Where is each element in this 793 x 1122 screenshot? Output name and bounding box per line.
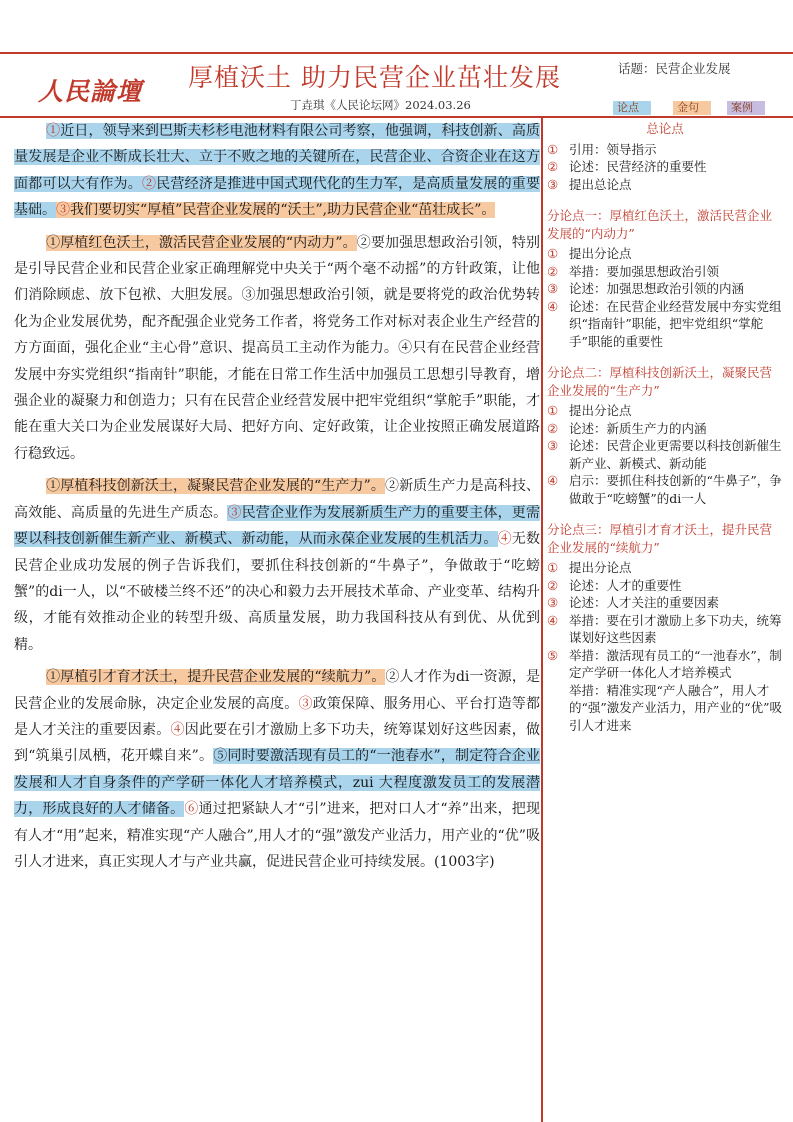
note-item-number: ④ [547,298,559,314]
note-item-number: ④ [547,612,559,628]
note-item-text: 举措：激活现有员工的“一池春水”，制定产学研一体化人才培养模式 [569,647,782,680]
note-item-number: ① [547,246,559,261]
note-item-text: 提出分论点 [569,403,632,418]
sub1-thesis: ①厚植红色沃土，激活民营企业发展的“内动力”。 [46,234,357,251]
column-divider [541,116,543,1122]
note-item [547,437,783,472]
notes-general-title: 总论点 [646,121,684,136]
paragraph-sub1 [14,230,540,468]
note-item-number: ③ [547,438,559,453]
note-item-number: ① [547,141,559,157]
paragraph-sub2 [14,473,540,658]
sentence-number: ④ [497,531,512,548]
note-item [547,280,783,298]
note-item-number: ② [547,420,559,436]
sub3-thesis: ①厚植引才育才沃土，提升民营企业发展的“续航力”。 [46,669,386,686]
note-item [547,402,783,420]
sub1-body: ②要加强思想政治引领，特别是引导民营企业和民营企业家正确理解党中央关于“两个毫不动摇”的方针政策，让他们消除顾虑、放下包袱、大胆发展。③加强思想政治引领，就是要将党的政治优势转化为企业发展优势，配齐配强企业党务工作者，将党务工作对标对表企业生产经营的方方面面，强化企业“主心骨”意识、提高员工主动作为能力。④只有在民营企业经营发展中夯实党组织“指南针”职能，才能在日常工作生活中加强员工思想引导教育，增强企业的凝聚力和创造力；只有在民营企业经营发展中把牢党组织“掌舵手”职能，才能在重大关口为企业发展谋好大局、把好方向、定好政策，让企业按照正确发展道路行稳致远。 [14,234,540,462]
note-item [547,612,783,647]
sub3-sentence-3: 政策保障、服务用心、平台打造等都是人才关注的重要因素。 [14,695,541,738]
sentence-number: ③ [227,504,242,521]
sub2-sentence-2: ②新质生产力是高科技、高效能、高质量的先进生产质态。 [14,478,540,521]
note-item-text: 引用：领导指示 [569,141,657,157]
note-item-number: ③ [547,281,559,296]
note-item-number: ⑤ [547,647,559,663]
note-item-text: 论述：新质生产力的内涵 [569,420,707,436]
sub2-sentence-4: 无数民营企业成功发展的例子告诉我们，要抓住科技创新的“牛鼻子”，争做敢于“吃螃蟹”的di一人，以“不破楼兰终不还”的决心和毅力去开展技术革命、产业变革、结构升级，才能有效推动企业的转型升级、高质量发展，助力我国科技从有到优、从优到精。 [14,531,541,653]
paragraph-intro [14,118,540,224]
header-top-rule [0,52,793,54]
sentence-number: ④ [170,721,185,738]
note-item-number: ② [547,577,559,593]
note-item-text: 论述：民营企业更需要以科技创新催生新产业、新模式、新动能 [569,438,782,471]
note-item-number: ② [547,263,559,279]
sentence-number: ③ [56,202,70,219]
intro-sentence-3: 我们要切实“厚植”民营企业发展的“沃土”,助力民营企业“茁壮成长”。 [70,202,496,219]
note-item-number: ③ [547,176,559,192]
notes-sub2 [547,364,783,507]
sub3-sentence-5: ⑤同时要激活现有员工的“一池春水”，制定符合企业发展和人才自身条件的产学研一体化人才培养模式，zui 大程度激发员工的发展潜力，形成良好的人才储备。 [14,748,540,818]
paragraph-sub3 [14,664,540,875]
sub2-sentence-3: 民营企业作为发展新质生产力的重要主体，更需要以科技创新催生新产业、新模式、新动能，从而永葆企业发展的生机活力。 [14,504,541,548]
article-body [14,118,540,875]
note-item [547,420,783,438]
byline: 丁垚琪《人民论坛网》2024.03.26 [290,98,471,112]
note-item-text: 启示：要抓住科技创新的“牛鼻子”，争做敢于“吃螃蟹”的di一人 [569,473,782,506]
note-item [547,141,783,159]
note-item [547,647,783,682]
note-item-number: ④ [547,473,559,488]
note-item-text: 论述：加强思想政治引领的内涵 [569,281,745,296]
note-item-text: 举措：要在引才激励上多下功夫，统筹谋划好这些因素 [569,612,782,645]
notes-sub3-title: 分论点三：厚植引才育才沃土，提升民营企业发展的“续航力” [547,522,773,555]
note-item [547,176,783,194]
intro-sentence-2: 民营经济是推进中国式现代化的生力军，是高质量发展的重要基础。 [14,175,541,219]
sentence-number: ③ [298,695,313,712]
outline-notes [547,120,783,748]
legend-argument: 论点 [613,101,651,115]
notes-general-list [547,141,783,194]
page-title: 厚植沃土 助力民营企业茁壮发展 [188,63,561,92]
notes-sub3 [547,521,783,734]
sub3-sentence-2: ②人才作为di一资源，是民营企业的发展命脉，决定企业发展的高度。 [14,669,540,712]
note-item [547,472,783,507]
note-item-text: 论述：在民营企业经营发展中夯实党组织“指南针”职能，把牢党组织“掌舵手”职能的重要性 [569,298,782,349]
note-item-number [547,682,569,735]
sub3-sentence-4: 因此要在引才激励上多下功夫，统筹谋划好这些因素，做到“筑巢引凤栖，花开蝶自来”。 [14,721,541,765]
note-item-text: 论述：民营经济的重要性 [569,159,707,174]
note-item-number: ① [547,403,559,418]
note-item [547,559,783,577]
logo: 人民論壇 [38,77,143,106]
note-item [547,577,783,595]
sentence-number: ① [46,123,61,139]
note-item-text: 论述：人才的重要性 [569,577,682,593]
legend-golden-sentence: 金句 [673,101,711,115]
note-item-text: 提出分论点 [569,560,632,575]
note-item-text: 举措：要加强思想政治引领 [569,263,720,279]
note-item [547,298,783,351]
note-item-number: ③ [547,595,559,610]
note-item [547,245,783,263]
note-item [547,158,783,176]
note-item-text: 举措：精准实现“产人融合”，用人才的“强”激发产业活力，用产业的“优”吸引人才进来 [569,682,783,733]
notes-sub2-title: 分论点二：厚植科技创新沃土，凝聚民营企业发展的“生产力” [547,365,773,398]
sub3-sentence-6: 通过把紧缺人才“引”进来，把对口人才“养”出来，把现有人才“用”起来，精准实现“产人融合”,用人才的“强”激发产业活力，用产业的“优”吸引人才进来，真正实现人才与产业共赢，促进民营企业可持续发展。(1003字) [14,801,541,870]
note-item-number: ① [547,560,559,575]
sentence-number: ⑥ [184,801,199,818]
note-item-number: ② [547,159,559,174]
sub2-thesis: ①厚植科技创新沃土，凝聚民营企业发展的“生产力”。 [46,478,385,495]
legend-case: 案例 [727,101,765,115]
topic-label: 话题：民营企业发展 [618,61,731,76]
intro-sentence-1: 近日，领导来到巴斯夫杉杉电池材料有限公司考察，他强调，科技创新、高质量发展是企业不断成长壮大、立于不败之地的关键所在，民营企业、合资企业在这方面都可以大有作为。 [14,123,541,192]
note-item-text: 提出分论点 [569,246,632,261]
notes-sub1-title: 分论点一：厚植红色沃土，激活民营企业发展的“内动力” [547,208,773,241]
sentence-number: ② [142,175,157,192]
note-item-text: 提出总论点 [569,176,632,192]
note-item-text: 论述：人才关注的重要因素 [569,595,720,610]
notes-sub2-list [547,402,783,507]
notes-sub1-list [547,245,783,350]
note-item [547,594,783,612]
note-item [547,263,783,281]
notes-sub1 [547,207,783,350]
notes-sub3-list [547,559,783,734]
note-item [547,682,783,735]
notes-general [547,120,783,193]
